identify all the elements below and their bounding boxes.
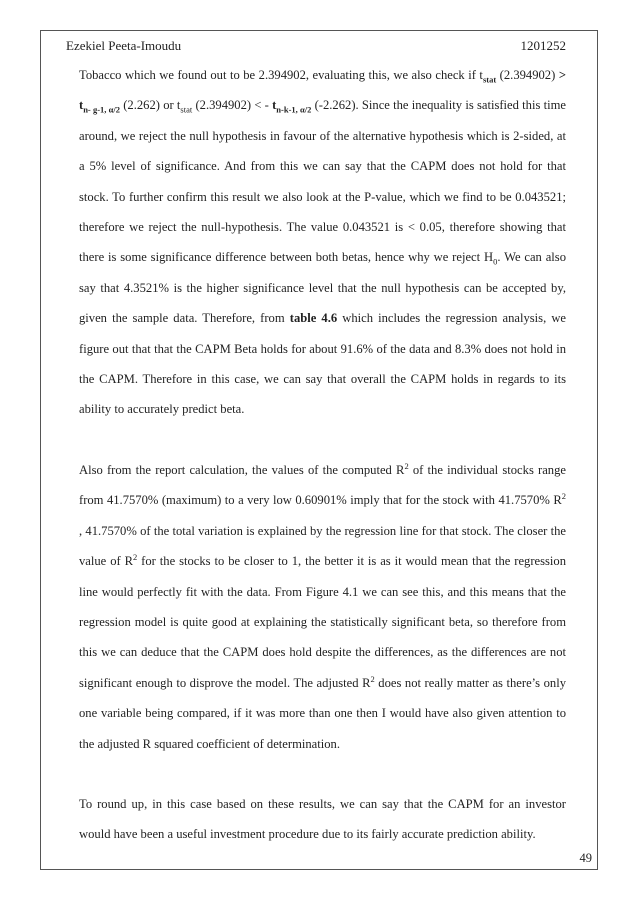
author-name: Ezekiel Peeta-Imoudu <box>66 38 182 53</box>
subscript: stat <box>180 104 193 115</box>
subscript: stat <box>482 74 497 85</box>
table-reference: table 4.6 <box>289 311 338 326</box>
text-run: (2.394902) < - <box>192 98 273 113</box>
page-number: 49 <box>579 851 592 865</box>
paragraph-gap <box>79 425 566 455</box>
subscript: n-k-1, α/2 <box>276 104 312 115</box>
text-run: , 41.7570% of the total variation is explained by the regression line for that stock. The closer the value of R <box>79 523 566 569</box>
subscript: n- g-1, α/2 <box>83 104 120 115</box>
paragraph-3: To round up, in this case based on these results, we can say that the CAPM for an investor would have been a useful investment procedure due to its fairly accurate prediction ability. <box>79 796 566 842</box>
text-run: of the individual stocks range from 41.7570% (maximum) to a very low 0.60901% imply that for the stock with 41.7570% R <box>79 462 566 508</box>
text-run: (-2.262). Since the inequality is satisfied this time around, we reject the null hypothesis in favour of the alternative hypothesis which is 2-sided, at a 5% level of significance. And from this we can say that the CAPM does not hold for that stock. To further confirm this result we also look at the P-value, which we find to be 0.043521; therefore we reject the null-hypothesis. The value 0.043521 is < 0.05, therefore showing that there is some significance difference between both betas, hence why we reject H <box>79 98 566 265</box>
superscript: 2 <box>370 673 375 684</box>
paragraph-1 <box>79 60 566 425</box>
superscript: 2 <box>561 491 566 502</box>
text-run: . We can also say that 4.3521% is the higher significance level that the null hypothesis can be accepted by, given the sample data. Therefore, from <box>79 250 566 326</box>
page-header <box>66 38 566 54</box>
bold-text: > t <box>79 68 566 113</box>
text-run: which includes the regression analysis, we figure out that that the CAPM Beta holds for about 91.6% of the data and 8.3% does not hold in the CAPM. Therefore in this case, we can say that overall the CAPM holds in regards to its ability to accurately predict beta. <box>79 311 567 417</box>
paragraph-gap <box>79 759 566 789</box>
text-run: does not really matter as there’s only one variable being compared, if it was more than one then I would have also given attention to the adjusted R squared coefficient of determination. <box>79 675 566 751</box>
text-run: (2.394902) <box>496 68 559 82</box>
superscript: 2 <box>133 551 138 562</box>
text-run: for the stocks to be closer to 1, the better it is as it would mean that the regression line would perfectly fit with the data. From Figure 4.1 we can see this, and this means that the regression model is quite good at explaining the statistically significant beta, so therefore from this we can deduce that the CAPM does hold despite the differences, as the differences are not significant enough to disprove the model. The adjusted R <box>79 554 567 690</box>
subscript: 0 <box>493 256 498 267</box>
document-body <box>79 60 566 850</box>
text-run: Tobacco which we found out to be 2.394902, evaluating this, we also check if t <box>79 68 483 82</box>
paragraph-2 <box>79 455 566 759</box>
bold-text: t <box>272 98 277 113</box>
superscript: 2 <box>404 460 409 471</box>
text-run: Also from the report calculation, the values of the computed R <box>79 462 405 477</box>
student-id: 1201252 <box>520 38 566 53</box>
text-run: (2.262) or t <box>120 98 181 113</box>
